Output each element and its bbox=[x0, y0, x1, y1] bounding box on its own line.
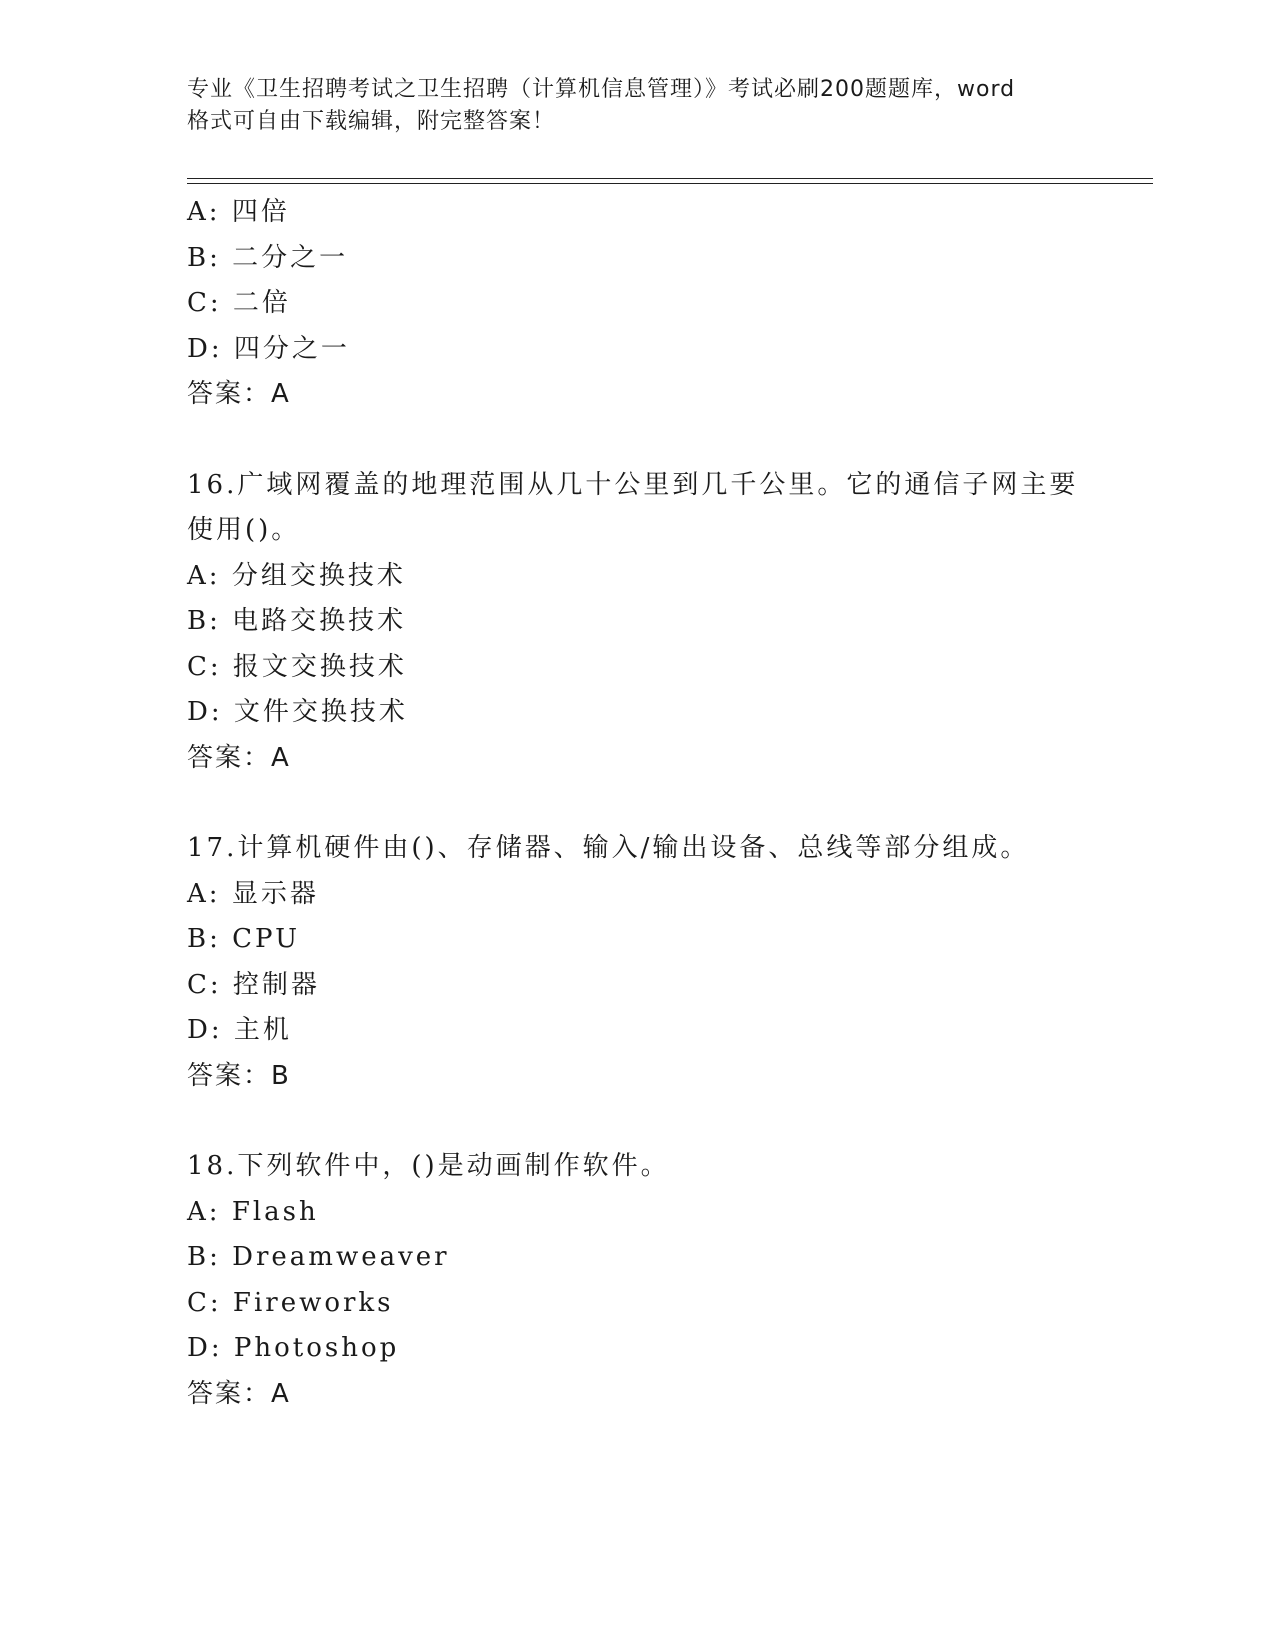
option-text: 显示器 bbox=[231, 878, 319, 909]
option-label: B: bbox=[187, 242, 221, 273]
option-b bbox=[187, 599, 1127, 645]
option-c bbox=[187, 1281, 1127, 1327]
option-label: A: bbox=[187, 197, 221, 227]
option-text: 文件交换技术 bbox=[233, 697, 408, 727]
option-b bbox=[187, 917, 1127, 963]
option-c bbox=[187, 645, 1127, 691]
question-18 bbox=[187, 1144, 1127, 1417]
option-text: 电路交换技术 bbox=[232, 606, 407, 636]
header-divider-top bbox=[187, 178, 1153, 179]
question-15-tail bbox=[187, 190, 1127, 418]
question-stem-line-1: 18.下列软件中，()是动画制作软件。 bbox=[187, 1151, 670, 1181]
header-title-line-1: 专业《卫生招聘考试之卫生招聘（计算机信息管理）》考试必刷200题题库，word bbox=[187, 77, 1016, 102]
option-a bbox=[187, 1190, 1127, 1236]
option-label: A: bbox=[187, 560, 221, 591]
option-c bbox=[187, 963, 1127, 1009]
answer-line: 答案：A bbox=[187, 379, 291, 409]
option-label: D: bbox=[187, 1333, 223, 1363]
option-label: C: bbox=[187, 1287, 222, 1318]
question-list bbox=[187, 190, 1127, 1417]
option-label: B: bbox=[187, 606, 221, 636]
option-text: 分组交换技术 bbox=[231, 560, 406, 591]
option-label: C: bbox=[187, 651, 222, 682]
option-text: Photoshop bbox=[233, 1333, 400, 1363]
answer-line: 答案：B bbox=[187, 1060, 291, 1091]
option-label: C: bbox=[187, 969, 222, 1000]
question-stem-line-2: 使用()。 bbox=[187, 515, 301, 545]
option-label: C: bbox=[187, 288, 222, 318]
option-a bbox=[187, 872, 1127, 918]
option-text: 主机 bbox=[233, 1015, 292, 1045]
option-b bbox=[187, 236, 1127, 282]
option-text: 二分之一 bbox=[232, 242, 349, 273]
option-text: 控制器 bbox=[232, 969, 320, 1000]
option-text: Flash bbox=[231, 1196, 319, 1227]
question-stem-line-1: 16.广域网覆盖的地理范围从几十公里到几千公里。它的通信子网主要 bbox=[187, 469, 1079, 500]
option-text: 报文交换技术 bbox=[232, 651, 407, 682]
document-header bbox=[187, 74, 1087, 138]
option-text: 四分之一 bbox=[233, 333, 350, 364]
option-label: A: bbox=[187, 878, 221, 909]
option-d bbox=[187, 1008, 1127, 1054]
header-divider-bottom bbox=[187, 183, 1153, 184]
option-b bbox=[187, 1235, 1127, 1281]
option-a bbox=[187, 554, 1127, 600]
option-label: D: bbox=[187, 697, 223, 727]
spacer bbox=[187, 781, 1127, 826]
question-17 bbox=[187, 826, 1127, 1099]
spacer bbox=[187, 1099, 1127, 1144]
option-label: A: bbox=[187, 1196, 221, 1227]
option-label: B: bbox=[187, 1242, 221, 1272]
option-label: D: bbox=[187, 1015, 223, 1045]
header-title-line-2: 格式可自由下载编辑，附完整答案！ bbox=[187, 109, 556, 134]
question-stem bbox=[187, 1144, 1127, 1190]
spacer bbox=[187, 418, 1127, 463]
option-text: 二倍 bbox=[232, 288, 291, 318]
option-label: B: bbox=[187, 924, 221, 954]
option-d bbox=[187, 1326, 1127, 1372]
option-text: Dreamweaver bbox=[232, 1242, 450, 1272]
option-text: CPU bbox=[232, 924, 300, 954]
option-label: D: bbox=[187, 333, 223, 364]
question-16 bbox=[187, 463, 1127, 782]
question-stem bbox=[187, 463, 1127, 554]
option-a bbox=[187, 190, 1127, 236]
option-text: Fireworks bbox=[232, 1287, 394, 1318]
question-stem bbox=[187, 826, 1127, 872]
answer-line: 答案：A bbox=[187, 742, 291, 773]
option-d bbox=[187, 327, 1127, 373]
option-c bbox=[187, 281, 1127, 327]
answer-line: 答案：A bbox=[187, 1378, 291, 1409]
option-text: 四倍 bbox=[231, 197, 290, 227]
question-stem-line-1: 17.计算机硬件由()、存储器、输入/输出设备、总线等部分组成。 bbox=[187, 833, 1030, 863]
option-d bbox=[187, 690, 1127, 736]
